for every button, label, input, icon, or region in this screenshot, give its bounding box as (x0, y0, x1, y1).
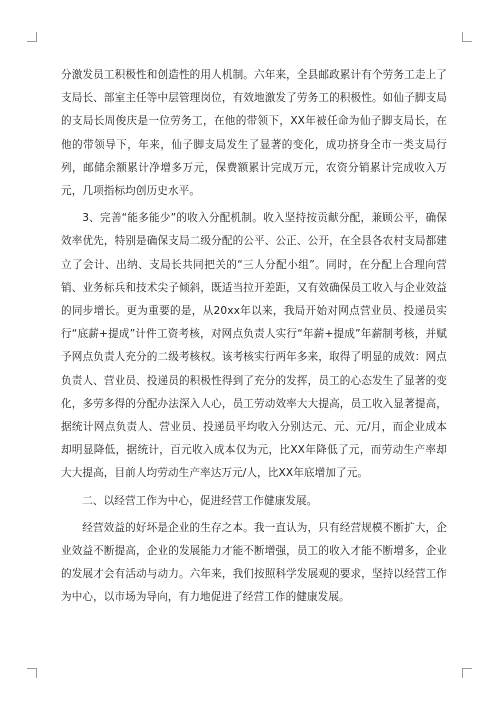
document-body (61, 64, 447, 614)
section-heading-business: 二、以经营工作为中心，促进经营工作健康发展。 (82, 494, 318, 507)
paragraph-income-distribution: 3、完善“能多能少”的收入分配机制。收入坚持按贡献分配，兼顾公平，确保效率优先，特别是确保支局二级分配的公平、公正、公开，在全县各农村支局都建立了会计、出纳、支局长共同把关的“三人分配小组”。同时，在分配上合理向营销、业务标兵和技术尖子倾斜，既适当拉开差距，又有效确保员工收入与企业效益的同步增长。更为重要的是，从20xx年以来，我局开始对网点营业员、投递员实行“底薪+提成”计件工资考核，对网点负责人实行“年薪+提成”年薪制考核，并赋予网点负责人充分的二级考核权。该考核实行两年多来，取得了明显的成效：网点负责人、营业员、投递员的积极性得到了充分的发挥，员工的心态发生了显著的变化，多劳多得的分配办法深入人心，员工劳动效率大大提高，员工收入显著提高，据统计网点负责人、营业员、投递员平均收入分别达元、元、元/月，而企业成本却明显降低，据统计，百元收入成本仅为元，比XX年降低了元，而劳动生产率却大大提高，目前人均劳动生产率达万元/人，比XX年底增加了元。 (61, 212, 447, 480)
paragraph-continuation: 分激发员工积极性和创造性的用人机制。六年来，全县邮政累计有个劳务工走上了支局长、部室主任等中层管理岗位，有效地激发了劳务工的积极性。如仙子脚支局的支局长周俊庆是一位劳务工，在他的带领下，XX年被任命为仙子脚支局长，在他的带领导下，年来，仙子脚支局发生了显著的变化，成功挤身全市一类支局行列，邮储余额累计净增多万元，保费额累计完成万元，农资分销累计完成收入万元，几项指标均创历史水平。 (61, 69, 447, 198)
crop-mark-top-right (462, 32, 472, 42)
crop-mark-bottom-left (27, 668, 37, 678)
crop-mark-top-left (27, 32, 37, 42)
paragraph-business-development: 经营效益的好坏是企业的生存之本。我一直认为，只有经营规模不断扩大，企业效益不断提高，企业的发展能力才能不断增强，员工的收入才能不断增多，企业的发展才会有活动与动力。六年来，我们按照科学发展观的要求，坚持以经营工作为中心，以市场为导向，有力地促进了经营工作的健康发展。 (61, 521, 447, 604)
crop-mark-bottom-right (462, 668, 472, 678)
